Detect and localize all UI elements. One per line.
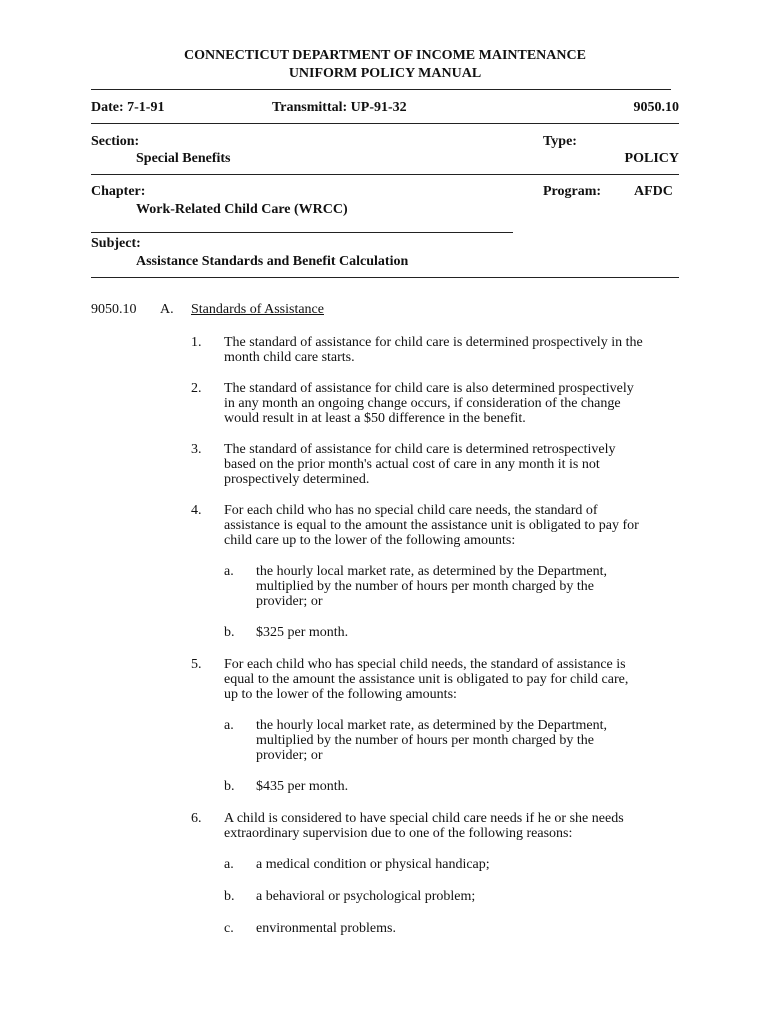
item-number: 5. [191, 657, 202, 672]
list-item: For each child who has no special child care needs, the standard of assistance is equal to the amount the assistance unit is obligated to pay for child care up to the lower of the following amounts: [224, 503, 639, 548]
subject-value: Assistance Standards and Benefit Calculation [136, 254, 409, 269]
sub-item-letter: a. [224, 857, 234, 872]
sub-item-letter: b. [224, 625, 235, 640]
item-number: 1. [191, 335, 202, 350]
sub-list-item: the hourly local market rate, as determined by the Department, multiplied by the number of hours per month charged by the provider; or [256, 564, 608, 609]
program-value: AFDC [634, 184, 673, 199]
date-field: Date: 7-1-91 [91, 100, 165, 115]
program-label: Program: [543, 184, 602, 199]
sub-list-item: a medical condition or physical handicap; [256, 857, 490, 872]
subject-rule [91, 277, 679, 278]
item-number: 3. [191, 442, 202, 457]
item-number: 6. [191, 811, 202, 826]
list-item: The standard of assistance for child care is determined prospectively in the month child care starts. [224, 335, 643, 365]
list-item: For each child who has special child needs, the standard of assistance is equal to the amount the assistance unit is obligated to pay for child care, up to the lower of the following amounts: [224, 657, 629, 702]
sub-item-letter: a. [224, 718, 234, 733]
sub-list-item: a behavioral or psychological problem; [256, 889, 476, 904]
transmittal-field: Transmittal: UP-91-32 [272, 100, 407, 115]
chapter-rule [91, 232, 513, 233]
section-number: 9050.10 [91, 302, 137, 317]
sub-item-letter: c. [224, 921, 234, 936]
item-number: 2. [191, 381, 202, 396]
item-number: 4. [191, 503, 202, 518]
sub-list-item: the hourly local market rate, as determined by the Department, multiplied by the number of hours per month charged by the provider; or [256, 718, 608, 763]
date-rule [91, 123, 679, 124]
chapter-label: Chapter: [91, 184, 146, 199]
list-item: The standard of assistance for child care is determined retrospectively based on the prior month's actual cost of care in any month it is not prospectively determined. [224, 442, 616, 487]
type-label: Type: [543, 134, 577, 149]
section-value: Special Benefits [136, 151, 231, 166]
subject-label: Subject: [91, 236, 141, 251]
manual-number: 9050.10 [633, 100, 679, 115]
sub-item-letter: a. [224, 564, 234, 579]
document-title: CONNECTICUT DEPARTMENT OF INCOME MAINTENANCE [184, 48, 586, 63]
section-letter: A. [160, 302, 174, 317]
type-value: POLICY [624, 151, 679, 166]
section-label: Section: [91, 134, 140, 149]
section-rule [91, 174, 679, 175]
section-heading: Standards of Assistance [191, 302, 324, 317]
sub-item-letter: b. [224, 889, 235, 904]
sub-list-item: environmental problems. [256, 921, 396, 936]
document-subtitle: UNIFORM POLICY MANUAL [288, 66, 482, 81]
sub-list-item: $325 per month. [256, 625, 349, 640]
list-item: The standard of assistance for child care is also determined prospectively in any month an ongoing change occurs, if consideration of the change would result in at least a $50 difference in the benefit. [224, 381, 634, 426]
header-rule [91, 89, 671, 90]
list-item: A child is considered to have special child care needs if he or she needs extraordinary supervision due to one of the following reasons: [224, 811, 624, 841]
chapter-value: Work-Related Child Care (WRCC) [136, 202, 348, 217]
sub-item-letter: b. [224, 779, 235, 794]
sub-list-item: $435 per month. [256, 779, 349, 794]
